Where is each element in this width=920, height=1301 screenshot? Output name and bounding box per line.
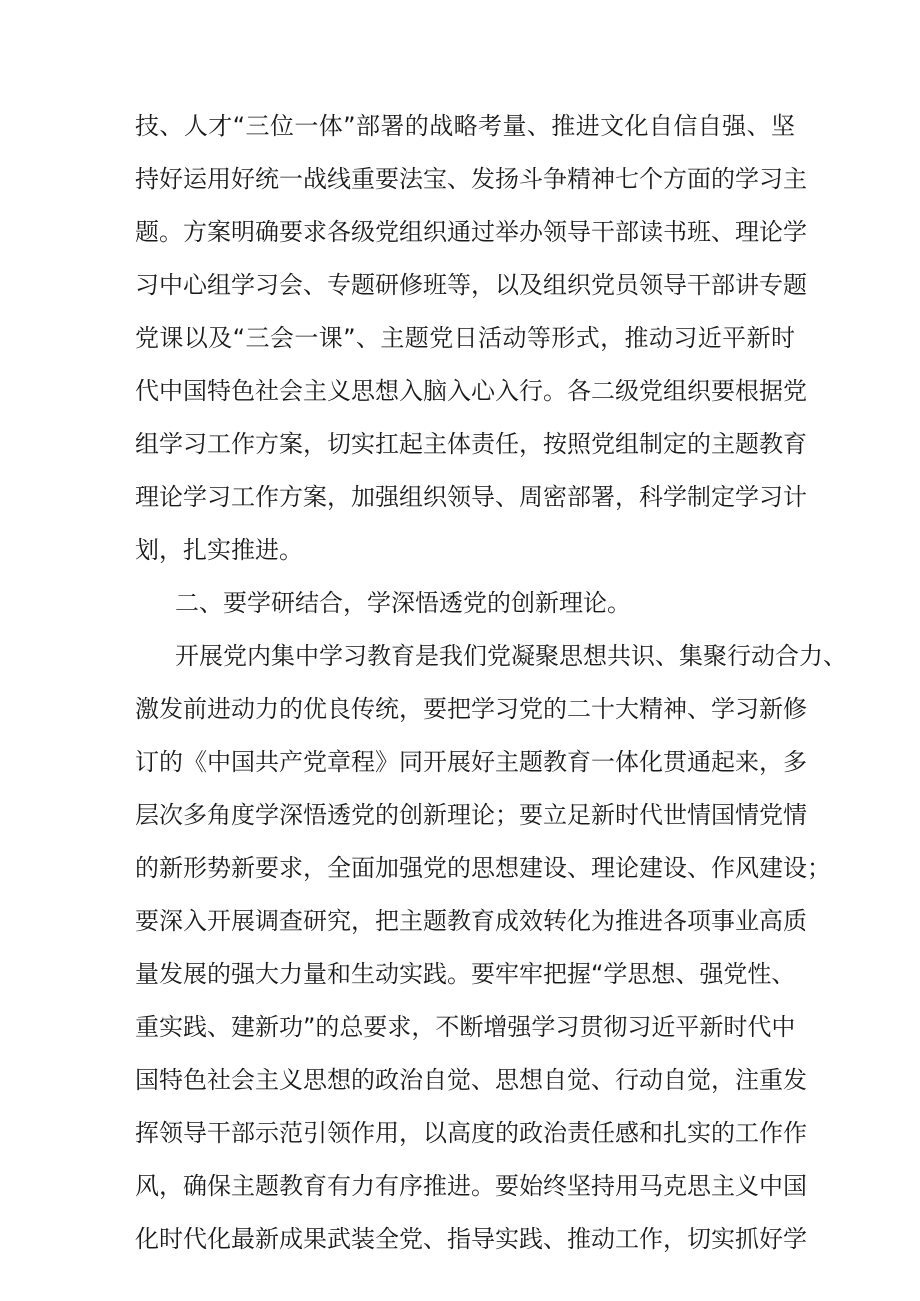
- paragraph-line: 开展党内集中学习教育是我们党凝聚思想共识、集聚行动合力、: [175, 642, 847, 670]
- paragraph-line: 要深入开展调查研究，把主题教育成效转化为推进各项事业高质: [135, 907, 807, 935]
- paragraph-line: 挥领导干部示范引领作用，以高度的政治责任感和扎实的工作作: [135, 1119, 807, 1147]
- paragraph-line: 国特色社会主义思想的政治自觉、思想自觉、行动自觉，注重发: [135, 1066, 807, 1094]
- paragraph-line: 组学习工作方案，切实扛起主体责任，按照党组制定的主题教育: [135, 430, 807, 458]
- paragraph-line: 划，扎实推进。: [135, 536, 303, 564]
- paragraph-line: 习中心组学习会、专题研修班等，以及组织党员领导干部讲专题: [135, 271, 807, 299]
- paragraph-line: 技、人才“三位一体”部署的战略考量、推进文化自信自强、坚: [135, 112, 795, 140]
- paragraph-line: 党课以及“三会一课”、主题党日活动等形式，推动习近平新时: [135, 324, 795, 352]
- paragraph-line: 题。方案明确要求各级党组织通过举办领导干部读书班、理论学: [135, 218, 807, 246]
- paragraph-line: 量发展的强大力量和生动实践。要牢牢把握“学思想、强党性、: [135, 960, 796, 988]
- paragraph-line: 激发前进动力的优良传统，要把学习党的二十大精神、学习新修: [135, 695, 807, 723]
- paragraph-line: 的新形势新要求，全面加强党的思想建设、理论建设、作风建设；: [135, 854, 831, 882]
- paragraph-line: 重实践、建新功”的总要求，不断增强学习贯彻习近平新时代中: [135, 1013, 796, 1041]
- paragraph-line: 风，确保主题教育有力有序推进。要始终坚持用马克思主义中国: [135, 1172, 807, 1200]
- paragraph-line: 层次多角度学深悟透党的创新理论；要立足新时代世情国情党情: [135, 801, 807, 829]
- paragraph-line: 化时代化最新成果武装全党、指导实践、推动工作，切实抓好学: [135, 1225, 807, 1253]
- section-heading: 二、要学研结合，学深悟透党的创新理论。: [175, 589, 631, 617]
- paragraph-line: 代中国特色社会主义思想入脑入心入行。各二级党组织要根据党: [135, 377, 807, 405]
- paragraph-line: 订的《中国共产党章程》同开展好主题教育一体化贯通起来，多: [135, 748, 807, 776]
- paragraph-line: 持好运用好统一战线重要法宝、发扬斗争精神七个方面的学习主: [135, 165, 807, 193]
- paragraph-line: 理论学习工作方案，加强组织领导、周密部署，科学制定学习计: [135, 483, 807, 511]
